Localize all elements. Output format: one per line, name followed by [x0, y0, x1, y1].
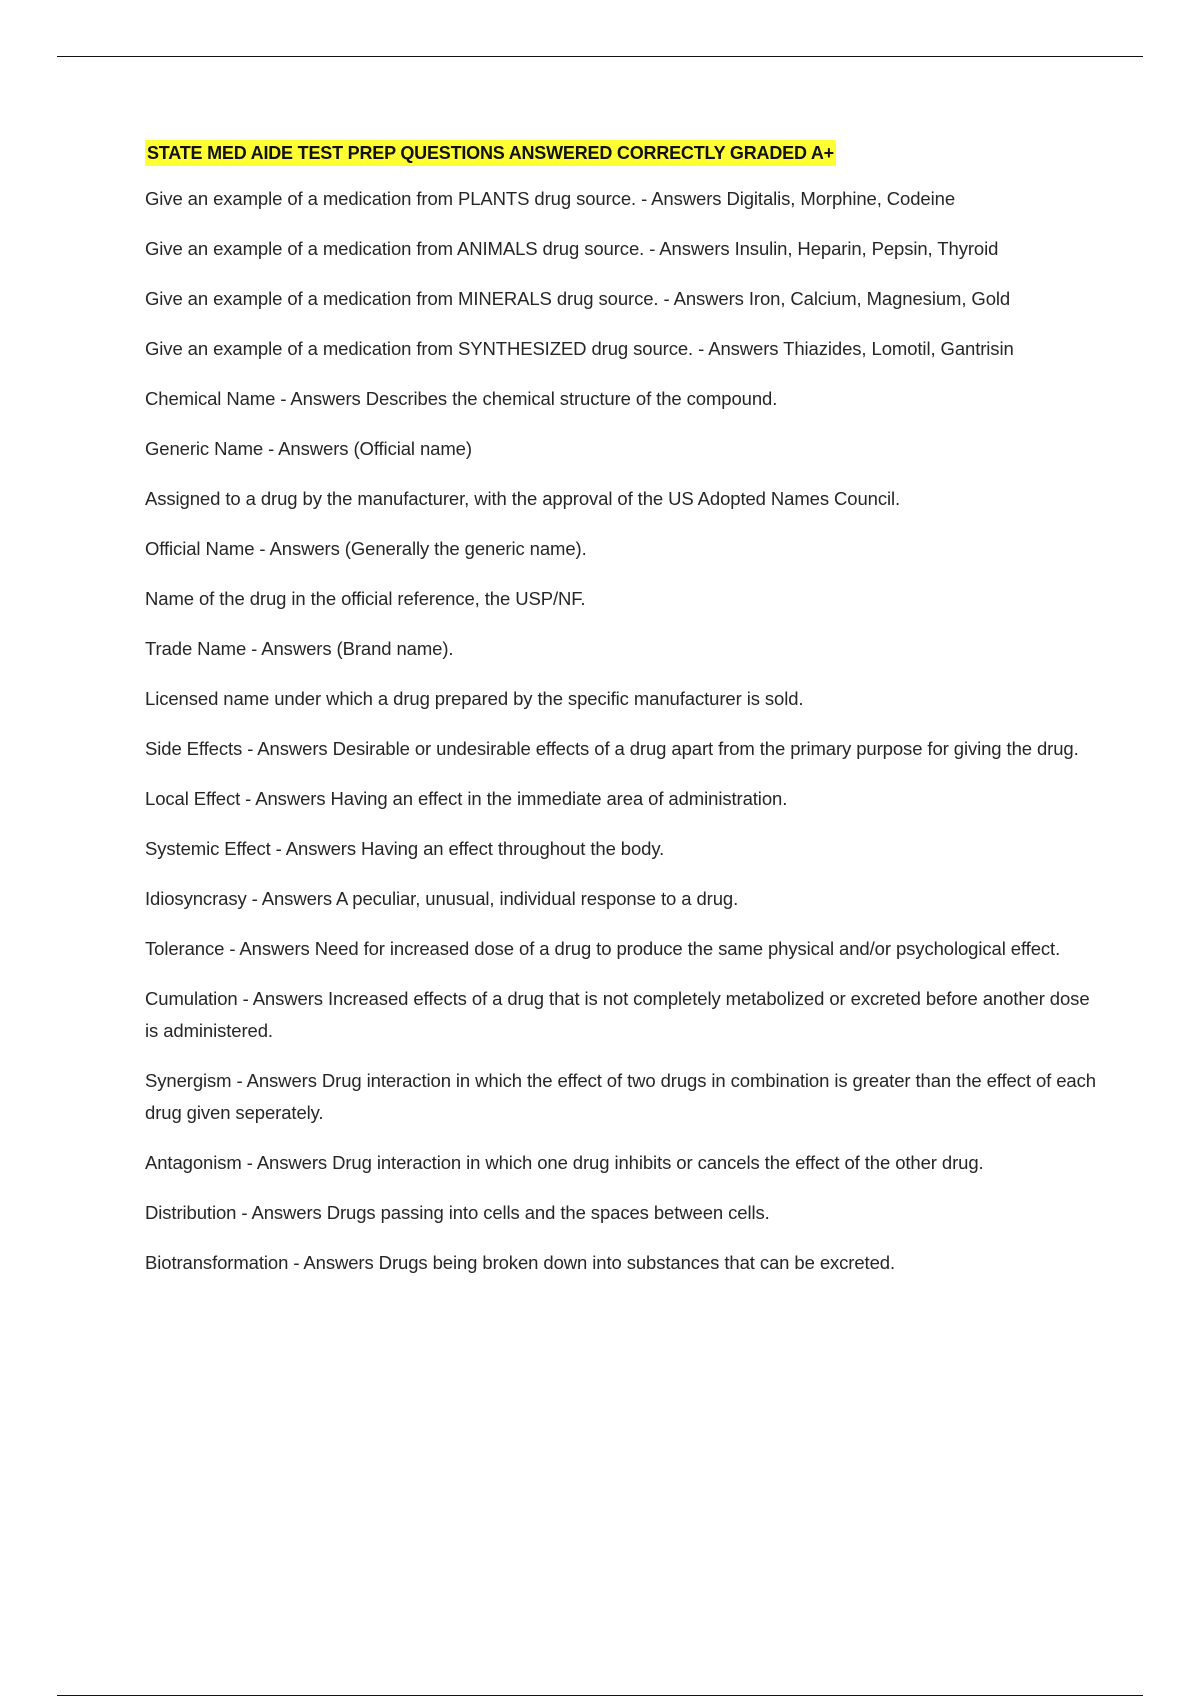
paragraph-trade-name-detail: Licensed name under which a drug prepared by the specific manufacturer is sold. — [145, 688, 804, 709]
paragraph-local-effect: Local Effect - Answers Having an effect in the immediate area of administration. — [145, 788, 788, 809]
paragraph-tolerance: Tolerance - Answers Need for increased dose of a drug to produce the same physical and/or psychological effect. — [145, 938, 1061, 959]
document-body — [145, 140, 1105, 1297]
paragraph-plants-source: Give an example of a medication from PLANTS drug source. - Answers Digitalis, Morphine, Codeine — [145, 188, 956, 209]
paragraph-trade-name: Trade Name - Answers (Brand name). — [145, 638, 454, 659]
header-rule — [57, 56, 1143, 57]
paragraph-cumulation: Cumulation - Answers Increased effects of a drug that is not completely metabolized or excreted before another dose is administered. — [145, 988, 1090, 1041]
paragraph-generic-name: Generic Name - Answers (Official name) — [145, 438, 472, 459]
document-title: STATE MED AIDE TEST PREP QUESTIONS ANSWERED CORRECTLY GRADED A+ — [145, 140, 836, 166]
paragraph-animals-source: Give an example of a medication from ANIMALS drug source. - Answers Insulin, Heparin, Pepsin, Thyroid — [145, 238, 999, 259]
paragraph-synthesized-source: Give an example of a medication from SYNTHESIZED drug source. - Answers Thiazides, Lomotil, Gantrisin — [145, 338, 1014, 359]
paragraph-minerals-source: Give an example of a medication from MINERALS drug source. - Answers Iron, Calcium, Magnesium, Gold — [145, 288, 1011, 309]
paragraph-idiosyncrasy: Idiosyncrasy - Answers A peculiar, unusual, individual response to a drug. — [145, 888, 739, 909]
footer-rule — [57, 1695, 1143, 1696]
paragraph-biotransformation: Biotransformation - Answers Drugs being broken down into substances that can be excreted. — [145, 1252, 896, 1273]
paragraph-side-effects: Side Effects - Answers Desirable or undesirable effects of a drug apart from the primary purpose for giving the drug. — [145, 738, 1079, 759]
paragraph-systemic-effect: Systemic Effect - Answers Having an effect throughout the body. — [145, 838, 665, 859]
paragraph-official-name-detail: Name of the drug in the official reference, the USP/NF. — [145, 588, 586, 609]
paragraph-antagonism: Antagonism - Answers Drug interaction in which one drug inhibits or cancels the effect of the other drug. — [145, 1152, 984, 1173]
paragraph-chemical-name: Chemical Name - Answers Describes the chemical structure of the compound. — [145, 388, 778, 409]
paragraph-generic-name-detail: Assigned to a drug by the manufacturer, with the approval of the US Adopted Names Council. — [145, 488, 901, 509]
paragraph-synergism: Synergism - Answers Drug interaction in which the effect of two drugs in combination is greater than the effect of each drug given seperately. — [145, 1070, 1096, 1123]
paragraph-distribution: Distribution - Answers Drugs passing into cells and the spaces between cells. — [145, 1202, 770, 1223]
paragraph-official-name: Official Name - Answers (Generally the generic name). — [145, 538, 587, 559]
